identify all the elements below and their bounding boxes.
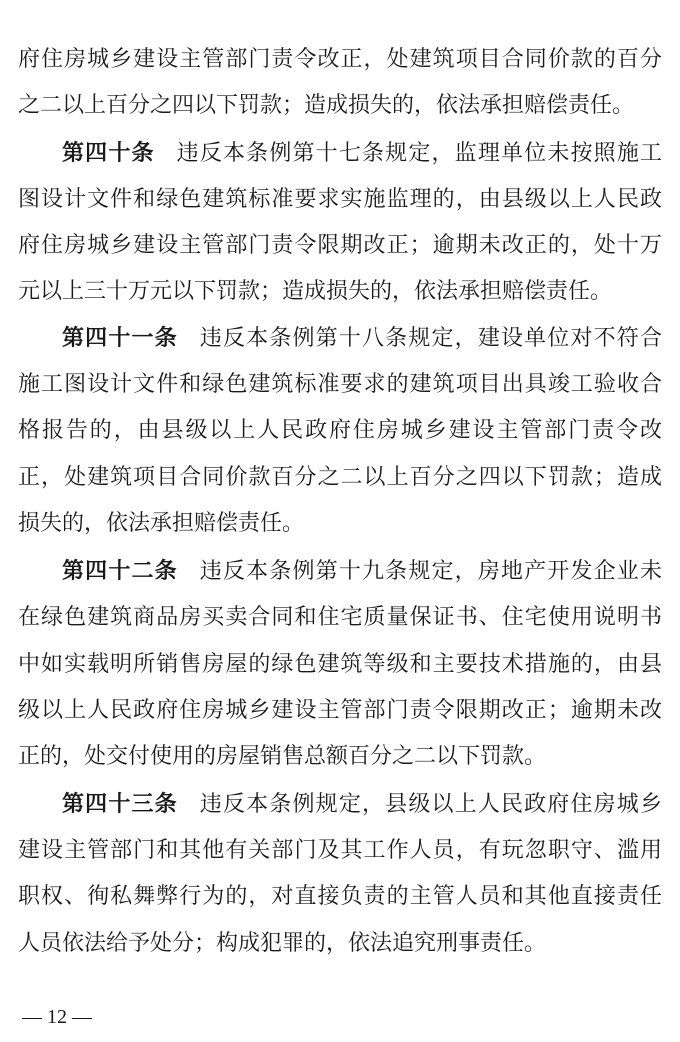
text-line: 人员依法给予处分；构成犯罪的，依法追究刑事责任。 — [18, 931, 547, 956]
article-title: 第四十一条 — [62, 326, 178, 351]
article-title: 第四十条 — [62, 141, 155, 166]
article-title: 第四十二条 — [62, 559, 178, 584]
text-line: 违反本条例第十七条规定，监理单位未按照施工 — [176, 141, 662, 166]
article-paragraph-first-line — [62, 319, 662, 359]
article-paragraph-first-line — [62, 134, 662, 174]
text-line: 施工图设计文件和绿色建筑标准要求的建筑项目出具竣工验收合 — [18, 372, 662, 397]
text-line: 中如实载明所销售房屋的绿色建筑等级和主要技术措施的，由县 — [18, 652, 662, 677]
page-number: — 12 — — [22, 1006, 92, 1028]
article-title: 第四十三条 — [62, 792, 178, 817]
text-line: 图设计文件和绿色建筑标准要求实施监理的，由县级以上人民政 — [18, 187, 662, 212]
text-line: 损失的，依法承担赔偿责任。 — [18, 511, 305, 536]
text-line: 违反本条例第十九条规定，房地产开发企业未 — [199, 559, 662, 584]
text-line: 府住房城乡建设主管部门责令限期改正；逾期未改正的，处十万 — [18, 233, 662, 258]
text-line: 违反本条例第十八条规定，建设单位对不符合 — [199, 326, 662, 351]
text-line: 之二以上百分之四以下罚款；造成损失的，依法承担赔偿责任。 — [18, 93, 635, 118]
text-line: 职权、徇私舞弊行为的，对直接负责的主管人员和其他直接责任 — [18, 884, 662, 909]
text-line: 建设主管部门和其他有关部门及其工作人员，有玩忽职守、滥用 — [18, 838, 662, 863]
text-line: 违反本条例规定，县级以上人民政府住房城乡 — [199, 792, 662, 817]
text-line: 格报告的，由县级以上人民政府住房城乡建设主管部门责令改 — [18, 418, 662, 443]
text-line: 级以上人民政府住房城乡建设主管部门责令限期改正；逾期未改 — [18, 698, 662, 723]
text-line: 正的，处交付使用的房屋销售总额百分之二以下罚款。 — [18, 744, 547, 769]
text-line: 在绿色建筑商品房买卖合同和住宅质量保证书、住宅使用说明书 — [18, 605, 662, 630]
text-line: 府住房城乡建设主管部门责令改正，处建筑项目合同价款的百分 — [18, 47, 662, 72]
text-line: 元以上三十万元以下罚款；造成损失的，依法承担赔偿责任。 — [18, 279, 613, 304]
article-paragraph-first-line — [62, 785, 662, 825]
article-paragraph-first-line — [62, 552, 662, 592]
text-line: 正，处建筑项目合同价款百分之二以上百分之四以下罚款；造成 — [18, 465, 662, 490]
